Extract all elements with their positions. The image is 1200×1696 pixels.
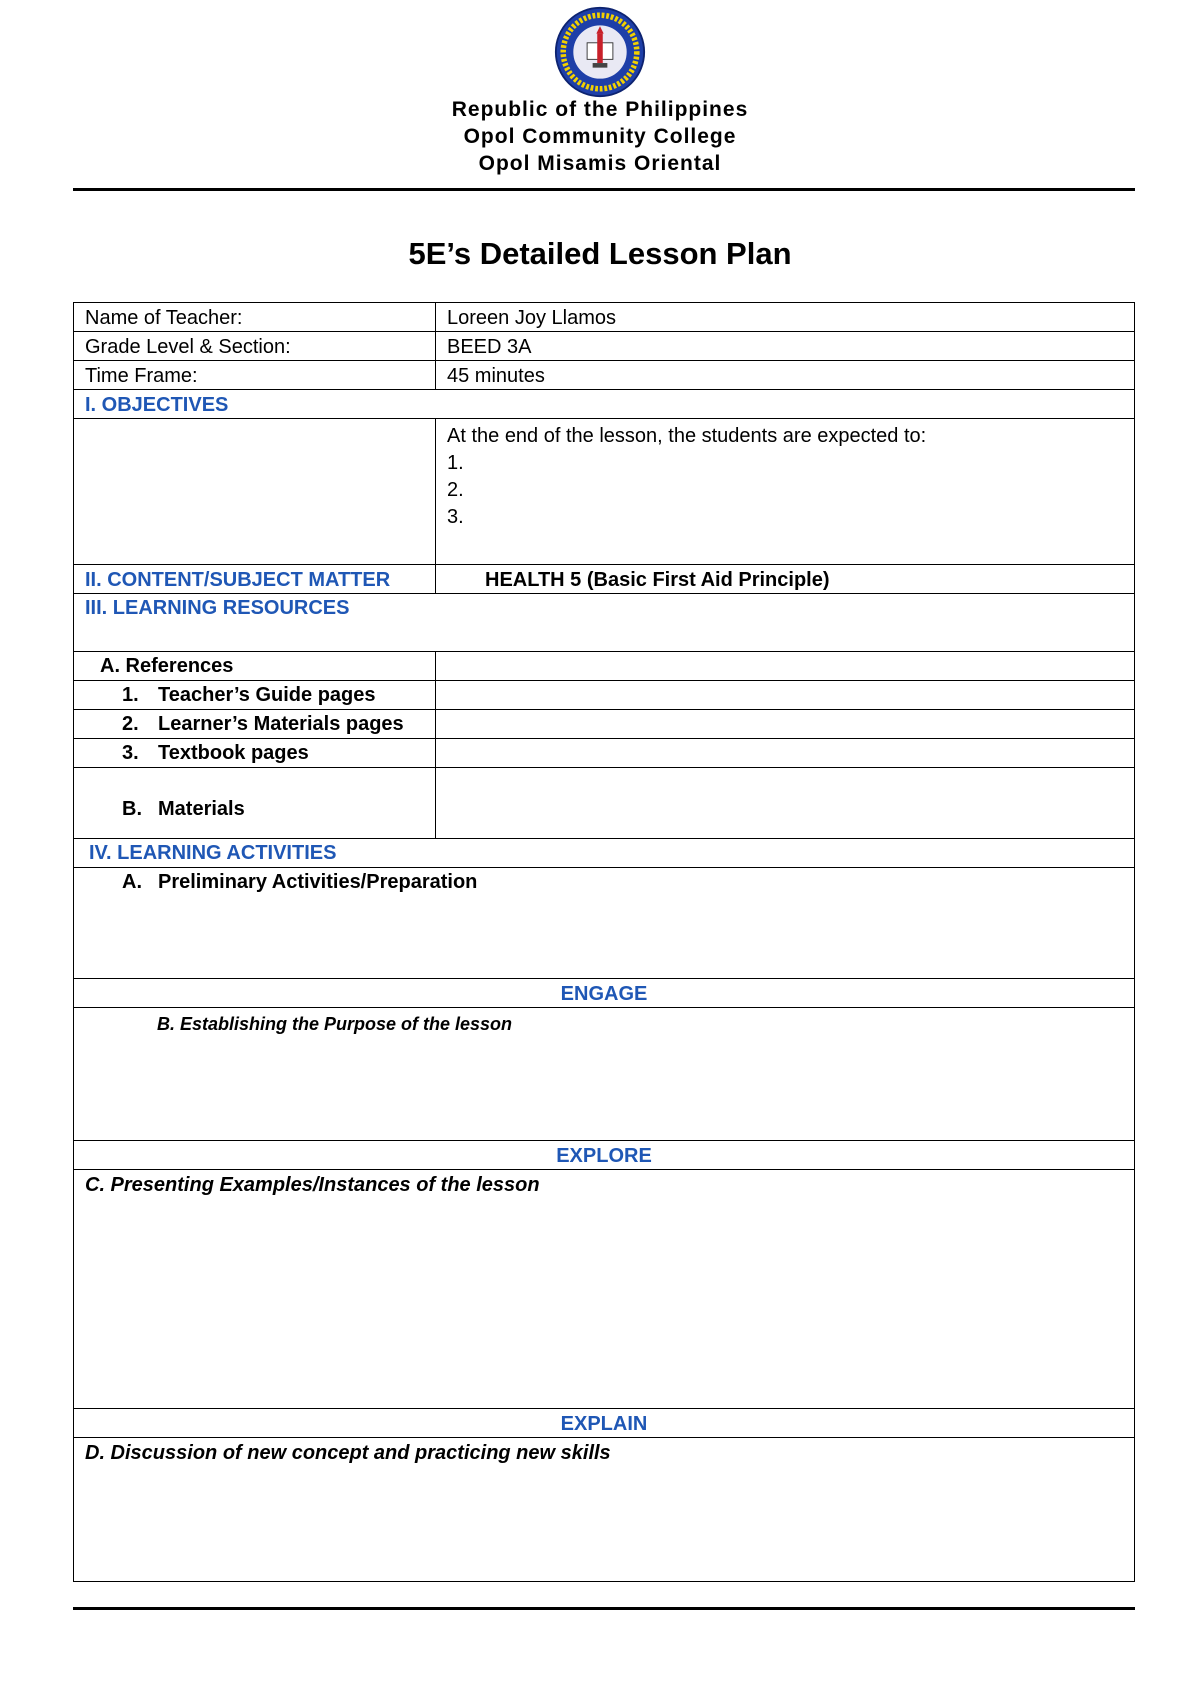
explore-heading: EXPLORE xyxy=(556,1145,652,1167)
examples-label: C. Presenting Examples/Instances of the lesson xyxy=(85,1174,540,1196)
time-label: Time Frame: xyxy=(85,365,198,387)
grade-label: Grade Level & Section: xyxy=(85,336,291,358)
discussion-label: D. Discussion of new concept and practicing new skills xyxy=(85,1442,611,1464)
objective-item-1: 1. xyxy=(447,452,464,474)
header-college: Opol Community College xyxy=(463,125,737,148)
objectives-heading: I. OBJECTIVES xyxy=(85,394,229,416)
materials-label xyxy=(122,796,245,822)
footer-divider xyxy=(73,1607,1135,1610)
engage-heading: ENGAGE xyxy=(560,983,648,1005)
lesson-plan-table xyxy=(73,302,1135,1582)
resource-item-label: Teacher’s Guide pages xyxy=(158,684,376,706)
objective-item-2: 2. xyxy=(447,479,464,501)
references-label: A. References xyxy=(100,655,234,677)
header-location: Opol Misamis Oriental xyxy=(478,152,722,175)
header-divider xyxy=(73,188,1135,191)
resource-item-label: Textbook pages xyxy=(158,742,309,764)
time-value: 45 minutes xyxy=(447,365,545,387)
objective-item-3: 3. xyxy=(447,506,464,528)
resource-item-number: 2. xyxy=(122,713,139,735)
content-heading: II. CONTENT/SUBJECT MATTER xyxy=(85,569,391,591)
header-republic: Republic of the Philippines xyxy=(451,98,749,121)
materials-text: Materials xyxy=(158,798,245,820)
teacher-label: Name of Teacher: xyxy=(85,307,243,329)
purpose-label: B. Establishing the Purpose of the lesson xyxy=(157,1014,513,1034)
preliminary-text: Preliminary Activities/Preparation xyxy=(158,871,478,893)
resource-item-label: Learner’s Materials pages xyxy=(158,713,404,735)
explain-heading: EXPLAIN xyxy=(560,1413,648,1435)
preliminary-number: A. xyxy=(122,871,142,893)
resources-heading: III. LEARNING RESOURCES xyxy=(85,597,350,619)
grade-value: BEED 3A xyxy=(447,336,532,358)
resource-item-number: 1. xyxy=(122,684,139,706)
preliminary-activities xyxy=(122,869,477,895)
document-title: 5E’s Detailed Lesson Plan xyxy=(408,236,792,271)
content-value: HEALTH 5 (Basic First Aid Principle) xyxy=(485,569,830,591)
resource-item-teachers-guide xyxy=(122,682,376,708)
materials-number: B. xyxy=(122,798,142,820)
objectives-intro: At the end of the lesson, the students are expected to: xyxy=(447,425,927,447)
activities-heading: IV. LEARNING ACTIVITIES xyxy=(89,842,337,864)
teacher-value: Loreen Joy Llamos xyxy=(447,307,616,329)
resource-item-learners-materials xyxy=(122,711,404,737)
resource-item-number: 3. xyxy=(122,742,139,764)
resource-item-textbook xyxy=(122,740,309,766)
college-seal-logo xyxy=(554,6,646,98)
